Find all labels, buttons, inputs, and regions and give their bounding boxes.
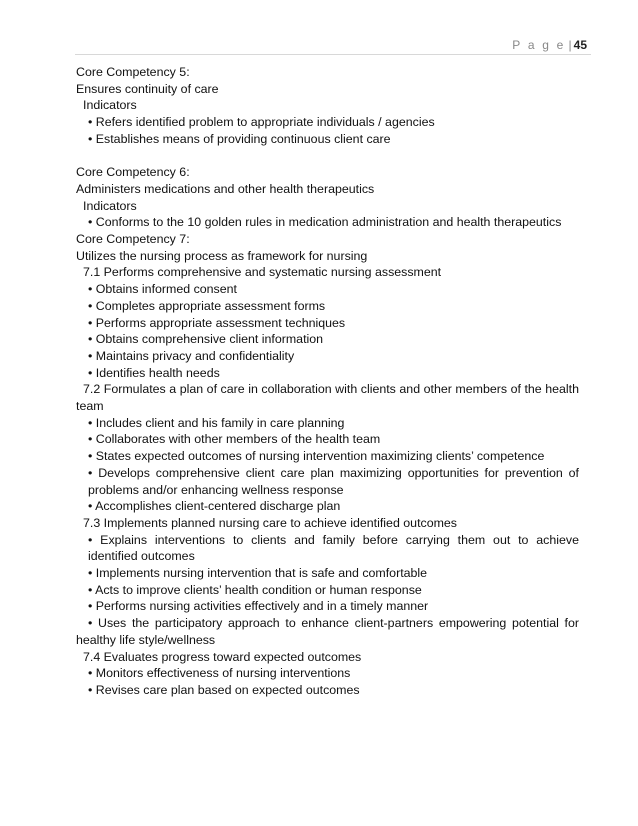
document-body [76, 64, 579, 699]
competency-7-description: Utilizes the nursing process as framework for nursing [76, 248, 368, 263]
bullet-item: • Performs appropriate assessment techniques [88, 315, 346, 330]
competency-6-description: Administers medications and other health therapeutics [76, 181, 375, 196]
competency-5-title: Core Competency 5: [76, 65, 190, 79]
bullet-item: • Explains interventions to clients and family before carrying them out to achieve identified outcomes [88, 532, 579, 564]
page-header [75, 38, 591, 54]
bullet-item: • States expected outcomes of nursing intervention maximizing clients’ competence [88, 449, 545, 464]
bullet-item: • Uses the participatory approach to enhance client-partners empowering potential for healthy life style/wellness [76, 616, 579, 647]
subsection-7-4: 7.4 Evaluates progress toward expected outcomes [83, 649, 362, 664]
bullet-item: • Implements nursing intervention that is safe and comfortable [88, 566, 428, 581]
bullet-item: • Conforms to the 10 golden rules in medication administration and health therapeutics [88, 215, 562, 230]
bullet-item: • Completes appropriate assessment forms [88, 298, 326, 313]
bullet-item: • Revises care plan based on expected outcomes [88, 683, 360, 697]
bullet-item: • Maintains privacy and confidentiality [88, 348, 295, 363]
bullet-item: • Obtains informed consent [88, 282, 237, 297]
page-number: P a g e | 45 [512, 38, 587, 52]
bullet-item: • Refers identified problem to appropriate individuals / agencies [88, 115, 435, 130]
competency-5-indicators-label: Indicators [83, 98, 137, 113]
bullet-item: • Accomplishes client-centered discharge plan [88, 499, 341, 514]
bullet-item: • Collaborates with other members of the health team [88, 432, 381, 447]
competency-7-title: Core Competency 7: [76, 232, 190, 247]
competency-6-indicators-label: Indicators [83, 198, 137, 213]
bullet-item: • Develops comprehensive client care plan maximizing opportunities for prevention of problems and/or enhancing wellness response [88, 465, 579, 497]
competency-5-description: Ensures continuity of care [76, 81, 219, 96]
bullet-item: • Acts to improve clients’ health condition or human response [88, 582, 422, 597]
bullet-item: • Performs nursing activities effectively and in a timely manner [88, 599, 429, 614]
bullet-item: • Obtains comprehensive client information [88, 332, 324, 347]
bullet-item: • Monitors effectiveness of nursing interventions [88, 666, 351, 681]
subsection-7-3: 7.3 Implements planned nursing care to achieve identified outcomes [83, 515, 458, 530]
subsection-7-1: 7.1 Performs comprehensive and systematic nursing assessment [83, 265, 442, 280]
paragraph-gap [76, 148, 579, 165]
bullet-item: • Establishes means of providing continuous client care [88, 131, 391, 146]
competency-6-title: Core Competency 6: [76, 165, 190, 180]
bullet-item: • Identifies health needs [88, 365, 220, 380]
subsection-7-2: 7.2 Formulates a plan of care in collaboration with clients and other members of the health team [76, 382, 579, 414]
bullet-item: • Includes client and his family in care planning [88, 415, 345, 430]
header-rule [75, 54, 591, 55]
